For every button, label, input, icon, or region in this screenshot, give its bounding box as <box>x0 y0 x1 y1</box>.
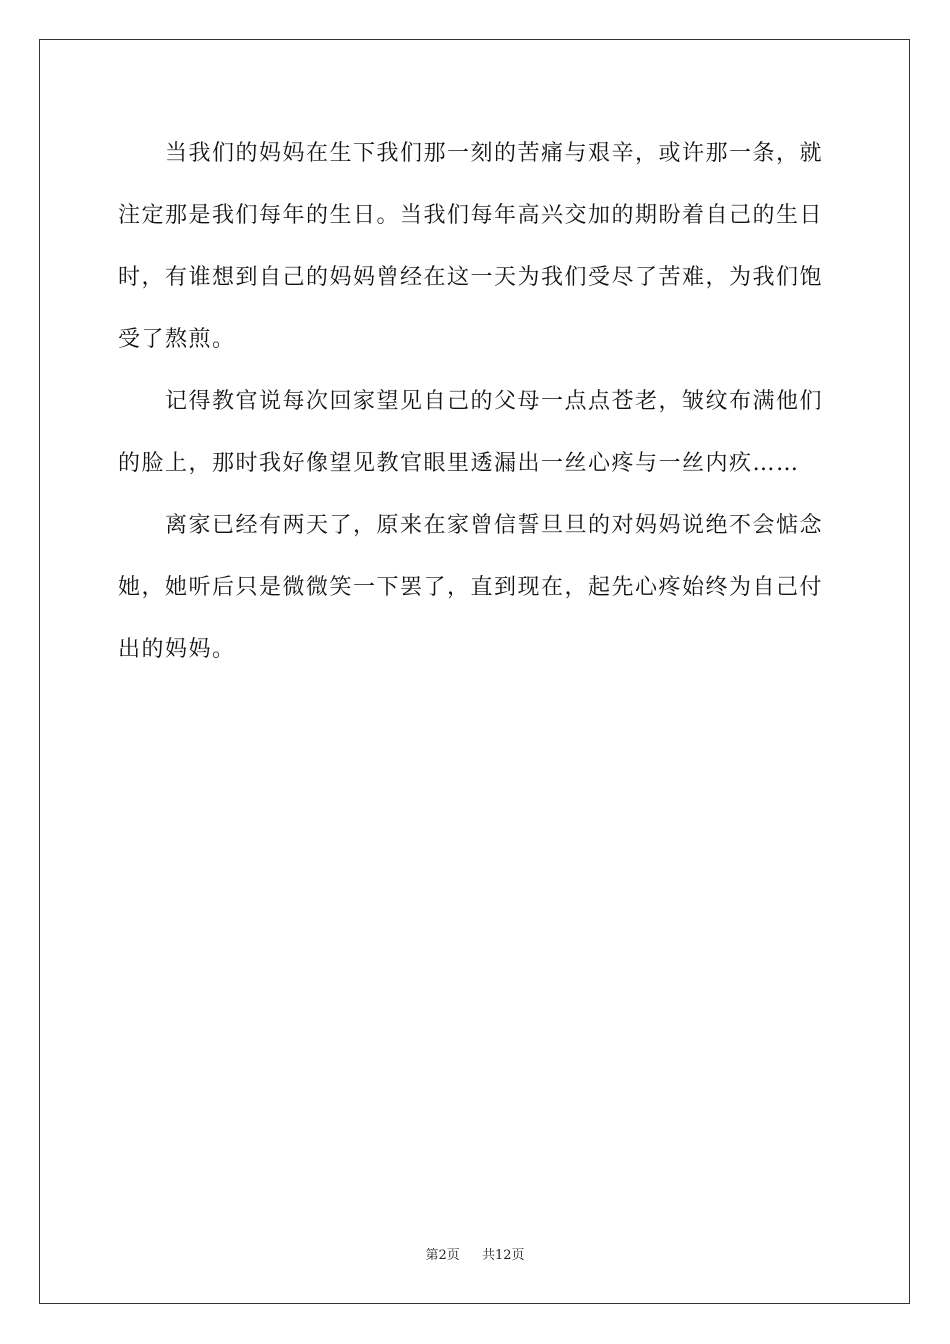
page-number: 第2页 <box>425 1248 460 1263</box>
page-footer <box>0 1246 950 1266</box>
paragraph-1-line-4: 受了熬煎。 <box>118 327 236 352</box>
paragraph-2-line-1: 记得教官说每次回家望见自己的父母一点点苍老，皱纹布满他们 <box>165 389 824 414</box>
page-total: 共12页 <box>481 1248 525 1263</box>
paragraph-1-line-2: 注定那是我们每年的生日。当我们每年高兴交加的期盼着自己的生日 <box>118 203 824 228</box>
paragraph-3-line-2: 她，她听后只是微微笑一下罢了，直到现在，起先心疼始终为自己付 <box>118 575 824 600</box>
paragraph-2-line-2: 的脸上，那时我好像望见教官眼里透漏出一丝心疼与一丝内疚…… <box>118 451 800 476</box>
paragraph-1-line-1: 当我们的妈妈在生下我们那一刻的苦痛与艰辛，或许那一条，就 <box>165 141 824 166</box>
document-body <box>118 123 834 681</box>
paragraph-3-line-1: 离家已经有两天了，原来在家曾信誓旦旦的对妈妈说绝不会惦念 <box>165 513 824 538</box>
paragraph-3-line-3: 出的妈妈。 <box>118 637 236 662</box>
paragraph-1-line-3: 时，有谁想到自己的妈妈曾经在这一天为我们受尽了苦难，为我们饱 <box>118 265 824 290</box>
